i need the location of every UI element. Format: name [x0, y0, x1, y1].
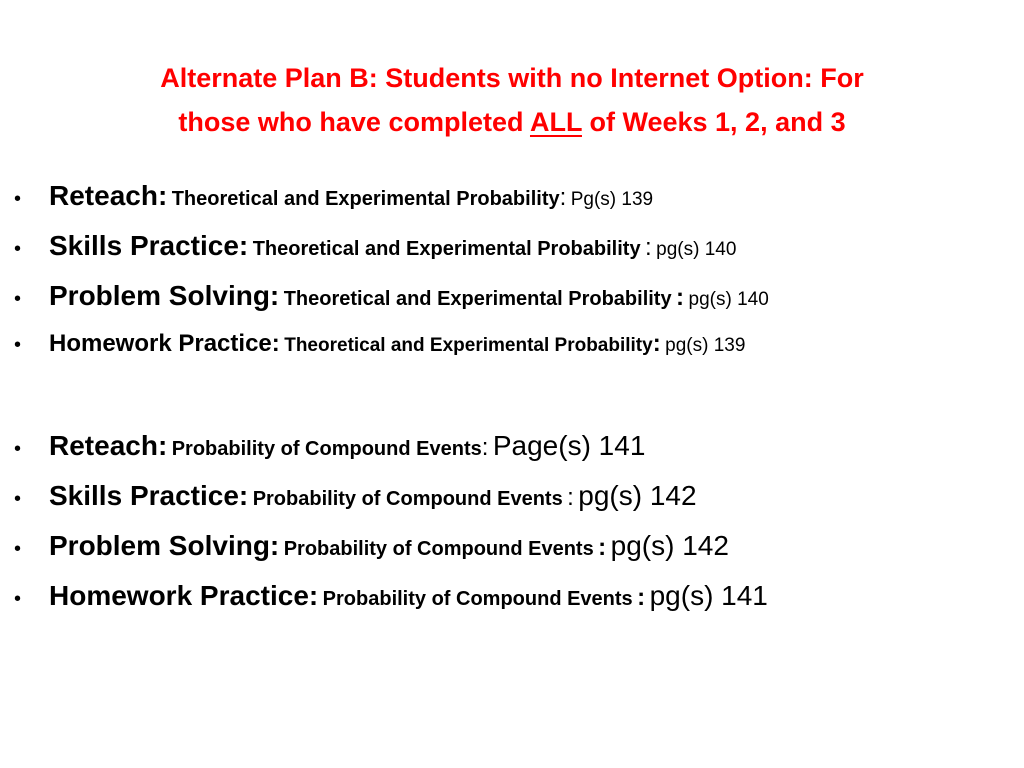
item-topic: Probability of Compound Events — [283, 538, 594, 560]
item-topic: Probability of Compound Events — [171, 438, 482, 460]
bullet: • — [14, 188, 22, 210]
item-separator: : — [567, 484, 574, 511]
bullet: • — [14, 334, 22, 356]
list-item — [14, 580, 1014, 630]
title-underlined-word: ALL — [529, 107, 582, 137]
item-page: Pg(s) 139 — [570, 189, 654, 210]
item-page: Page(s) 141 — [492, 430, 646, 461]
item-topic: Theoretical and Experimental Probability — [171, 188, 560, 210]
group-spacer — [14, 380, 1014, 430]
slide-title — [40, 56, 984, 144]
assignment-list — [14, 180, 1014, 630]
list-item — [14, 480, 1014, 530]
bullet: • — [14, 238, 22, 260]
item-lead: Skills Practice: — [49, 230, 249, 261]
item-topic: Probability of Compound Events — [322, 588, 633, 610]
item-separator: : — [652, 330, 661, 357]
list-item — [14, 180, 1014, 230]
probability-assignments-group — [14, 180, 1014, 380]
item-topic: Theoretical and Experimental Probability — [283, 288, 672, 310]
item-separator: : — [481, 434, 489, 461]
item-separator: : — [645, 234, 652, 261]
item-topic: Theoretical and Experimental Probability — [252, 238, 641, 260]
item-page: pg(s) 141 — [649, 580, 768, 611]
list-item — [14, 280, 1014, 330]
item-lead: Reteach: — [49, 430, 168, 461]
item-lead: Problem Solving: — [49, 530, 280, 561]
bullet: • — [14, 588, 22, 610]
list-item — [14, 230, 1014, 280]
bullet: • — [14, 488, 22, 510]
item-lead: Homework Practice: — [49, 580, 319, 611]
title-line-1: Alternate Plan B: Students with no Internet Option: For — [160, 63, 864, 93]
item-page: pg(s) 142 — [610, 530, 729, 561]
item-lead: Skills Practice: — [49, 480, 249, 511]
item-separator: : — [598, 534, 607, 561]
item-separator: : — [559, 184, 567, 211]
item-page: pg(s) 140 — [688, 289, 769, 310]
compound-events-group — [14, 430, 1014, 630]
bullet: • — [14, 538, 22, 560]
bullet: • — [14, 438, 22, 460]
item-lead: Problem Solving: — [49, 280, 280, 311]
title-line-2 — [40, 100, 984, 144]
item-separator: : — [676, 284, 685, 311]
item-lead: Reteach: — [49, 180, 168, 211]
title-line-2-pre: those who have completed — [178, 107, 530, 137]
item-lead: Homework Practice: — [49, 330, 280, 357]
item-page: pg(s) 140 — [656, 239, 737, 260]
item-page: pg(s) 139 — [665, 335, 746, 356]
item-separator: : — [637, 584, 646, 611]
list-item — [14, 430, 1014, 480]
item-topic: Probability of Compound Events — [252, 488, 563, 510]
item-topic: Theoretical and Experimental Probability — [284, 335, 653, 356]
item-page: pg(s) 142 — [578, 480, 697, 511]
bullet: • — [14, 288, 22, 310]
list-item — [14, 530, 1014, 580]
title-line-2-post: of Weeks 1, 2, and 3 — [581, 107, 846, 137]
list-item — [14, 330, 1014, 380]
